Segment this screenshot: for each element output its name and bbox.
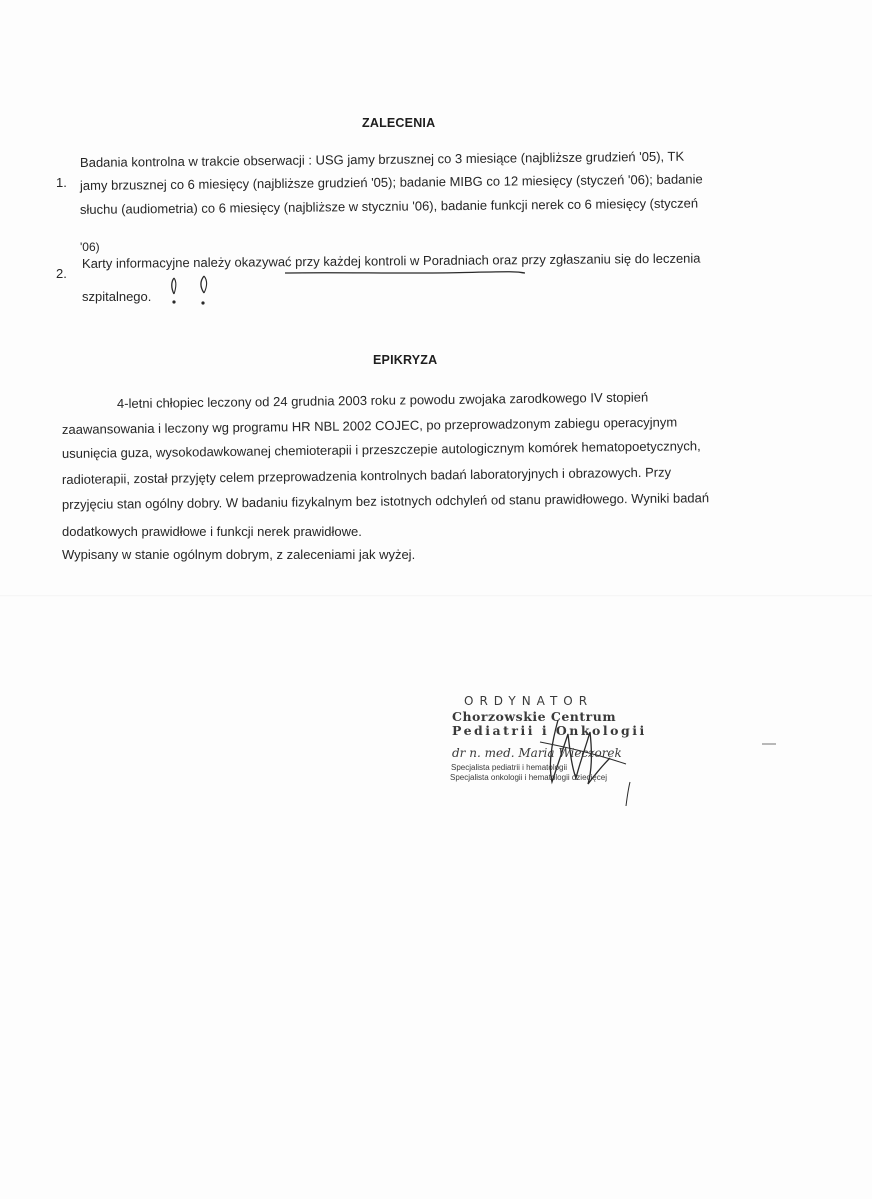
epikryza-line: radioterapii, został przyjęty celem przeprowadzenia kontrolnych badań laboratoryjnych i obrazowych. Przy	[61, 464, 672, 487]
list-number: 1.	[56, 175, 67, 190]
epikryza-line: Wypisany w stanie ogólnym dobrym, z zaleceniami jak wyżej.	[62, 547, 416, 562]
recommendation-line: Badania kontrolna w trakcie obserwacji : USG jamy brzusznej co 3 miesiące (najbliższe grudzień '05), TK	[79, 148, 685, 170]
stamp-doctor-name: dr n. med. Maria Wieczorek	[452, 746, 622, 760]
epikryza-heading: EPIKRYZA	[373, 353, 438, 367]
list-number: 2.	[56, 266, 67, 281]
recommendation-line: Karty informacyjne należy okazywać przy każdej kontroli w Poradniach oraz przy zgłaszaniu się do leczenia	[81, 250, 701, 271]
stamp-specialty-2: Specjalista onkologii i hematologii dziecięcej	[450, 773, 607, 782]
handwritten-underline	[285, 271, 525, 275]
epikryza-line: usunięcia guza, wysokodawkowanej chemioterapii i przeszczepie autologicznym komórek hematopoetycznych,	[61, 438, 701, 461]
epikryza-line: przyjęciu stan ogólny dobry. W badaniu fizykalnym bez istotnych odchyleń od stanu prawidłowego. Wyniki badań	[61, 490, 710, 512]
handwritten-exclamation-marks	[162, 274, 222, 310]
stamp-clinic-line-1: Chorzowskie Centrum	[452, 709, 617, 724]
stamp-specialty-1: Specjalista pediatrii i hematologii	[451, 763, 568, 772]
epikryza-line: zaawansowania i leczony wg programu HR NBL 2002 COJEC, po przeprowadzonym zabiegu operacyjnym	[61, 414, 678, 437]
stamp-clinic-line-2: Pediatrii i Onkologii	[452, 723, 647, 738]
recommendation-line: '06)	[80, 240, 100, 254]
paper-fold-line	[0, 595, 872, 597]
recommendation-line: szpitalnego.	[82, 289, 152, 304]
handwritten-signature	[530, 712, 650, 812]
epikryza-line: 4-letni chłopiec leczony od 24 grudnia 2003 roku z powodu zwojaka zarodkowego IV stopień	[116, 389, 649, 411]
zalecenia-heading: ZALECENIA	[362, 116, 436, 130]
epikryza-line: dodatkowych prawidłowe i funkcji nerek prawidłowe.	[62, 524, 362, 539]
stamp-title: ORDYNATOR	[464, 694, 594, 708]
recommendation-line: jamy brzusznej co 6 miesięcy (najbliższe grudzień '05); badanie MIBG co 12 miesięcy (styczeń '06); badanie	[79, 171, 703, 193]
recommendation-line: słuchu (audiometria) co 6 miesięcy (najbliższe w styczniu '06), badanie funkcji nerek co 6 miesięcy (styczeń	[79, 195, 699, 217]
edge-mark	[762, 743, 776, 745]
